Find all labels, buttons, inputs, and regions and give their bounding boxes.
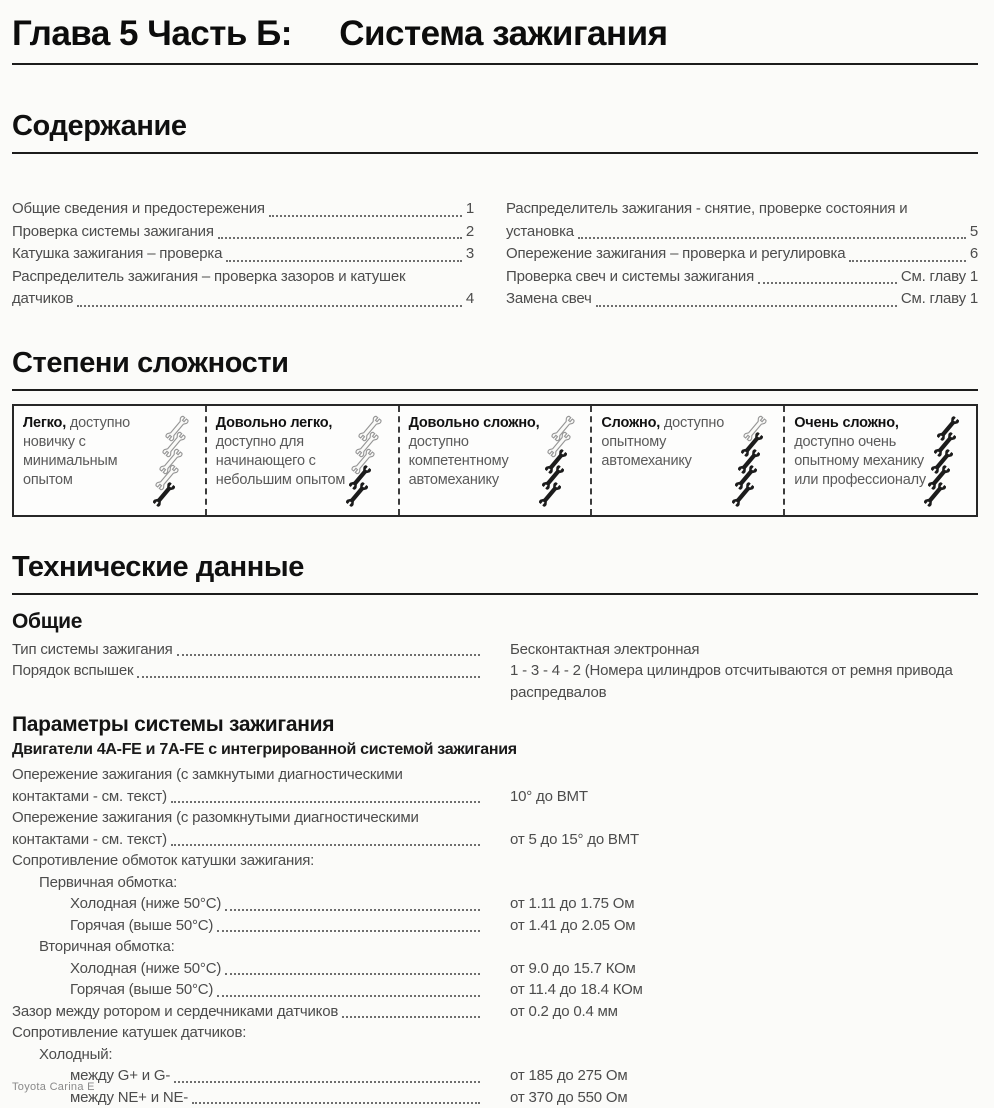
spec-row [12, 660, 978, 703]
spec-row [12, 1044, 978, 1066]
dot-leader [77, 305, 462, 307]
spec-row [12, 958, 978, 980]
spec-label: контактами - см. текст) [12, 829, 167, 851]
wrench-rating [926, 414, 973, 509]
spec-label: Тип системы зажигания [12, 639, 173, 661]
spec-left [12, 1044, 484, 1066]
spec-row [12, 1087, 978, 1108]
difficulty-heading: Степени сложности [12, 347, 978, 391]
difficulty-level-text [23, 414, 155, 509]
dot-leader [174, 1081, 480, 1083]
spec-left [12, 1022, 484, 1044]
title-rule [12, 63, 978, 65]
spec-label: между NE+ и NE- [12, 1087, 188, 1108]
difficulty-level-2 [205, 406, 398, 515]
difficulty-level-name: Легко, [23, 415, 70, 431]
toc-item-ref: 1 [466, 198, 474, 221]
spec-value: от 1.11 до 1.75 Ом [484, 893, 978, 915]
spec-value: от 5 до 15° до ВМТ [484, 829, 978, 851]
spec-left [12, 893, 484, 915]
difficulty-level-text [216, 414, 348, 509]
spec-left [12, 979, 484, 1001]
spec-value: от 185 до 275 Ом [484, 1065, 978, 1087]
dot-leader [342, 1016, 480, 1018]
spec-value: 1 - 3 - 4 - 2 (Номера цилиндров отсчитываются от ремня привода распредвалов [484, 660, 978, 703]
toc-item-ref: 2 [466, 221, 474, 244]
spec-value: от 11.4 до 18.4 КОм [484, 979, 978, 1001]
dot-leader [269, 215, 462, 217]
dot-leader [217, 995, 480, 997]
difficulty-level-name: Довольно легко, [216, 415, 332, 431]
spec-rows [12, 764, 978, 1108]
chapter-subject: Система зажигания [339, 14, 667, 53]
spec-label: Опережение зажигания (с разомкнутыми диагностическими [12, 807, 419, 829]
chapter-title: Глава 5 Часть Б: [12, 14, 292, 53]
spec-left [12, 764, 484, 786]
toc-item-label: установка [506, 221, 574, 244]
toc-item [12, 266, 474, 289]
spec-left [12, 872, 484, 894]
toc-item [12, 221, 474, 244]
dot-leader [177, 654, 480, 656]
toc-item-label: Проверка системы зажигания [12, 221, 214, 244]
difficulty-level-1 [14, 406, 205, 515]
difficulty-level-name: Сложно, [601, 415, 664, 431]
spec-row [12, 786, 978, 808]
spec-left [12, 639, 484, 661]
difficulty-level-name: Очень сложно, [794, 415, 899, 431]
dot-leader [226, 260, 462, 262]
difficulty-level-text [601, 414, 733, 509]
spec-left [12, 786, 484, 808]
difficulty-level-5 [783, 406, 976, 515]
difficulty-level-name: Довольно сложно, [409, 415, 540, 431]
dot-leader [218, 237, 462, 239]
dot-leader [225, 909, 480, 911]
spec-row [12, 639, 978, 661]
contents-column [12, 198, 474, 311]
spec-label: Сопротивление катушек датчиков: [12, 1022, 246, 1044]
spec-label: Холодная (ниже 50°C) [12, 893, 221, 915]
difficulty-level-desc: доступно новичку с минимальным опытом [23, 415, 130, 488]
spec-left [12, 660, 484, 682]
spec-label: контактами - см. текст) [12, 786, 167, 808]
spec-label: Вторичная обмотка: [12, 936, 175, 958]
spec-value: Бесконтактная электронная [484, 639, 978, 661]
spec-label: Порядок вспышек [12, 660, 133, 682]
dot-leader [171, 844, 480, 846]
wrench-rating [348, 414, 395, 509]
spec-row [12, 829, 978, 851]
spec-left [12, 936, 484, 958]
dot-leader [192, 1102, 480, 1104]
toc-item [506, 221, 978, 244]
spec-left [12, 958, 484, 980]
wrench-rating [733, 414, 780, 509]
engine-models-line: Двигатели 4A-FE и 7A-FE с интегрированной системой зажигания [12, 741, 978, 759]
difficulty-level-4 [590, 406, 783, 515]
spec-label: Сопротивление обмоток катушки зажигания: [12, 850, 314, 872]
spec-row [12, 1001, 978, 1023]
toc-item-ref: См. главу 1 [901, 266, 978, 289]
dot-leader [578, 237, 966, 239]
toc-item [12, 243, 474, 266]
spec-label: Горячая (выше 50°C) [12, 979, 213, 1001]
difficulty-level-text [794, 414, 926, 509]
spec-label: Холодный: [12, 1044, 112, 1066]
difficulty-scale [12, 404, 978, 517]
spec-label: Горячая (выше 50°C) [12, 915, 213, 937]
tech-data-body [12, 610, 978, 1108]
toc-item-label: Опережение зажигания – проверка и регулировка [506, 243, 845, 266]
toc-item [12, 198, 474, 221]
spec-row [12, 1022, 978, 1044]
tech-subheading: Общие [12, 610, 978, 634]
spec-row [12, 1065, 978, 1087]
toc-item [506, 288, 978, 311]
spec-row [12, 893, 978, 915]
toc-item-label: Замена свеч [506, 288, 592, 311]
dot-leader [217, 930, 480, 932]
spec-label: Зазор между ротором и сердечниками датчиков [12, 1001, 338, 1023]
toc-item-ref: 5 [970, 221, 978, 244]
dot-leader [137, 676, 480, 678]
spec-row [12, 850, 978, 872]
spec-value: от 370 до 550 Ом [484, 1087, 978, 1108]
spec-left [12, 807, 484, 829]
tech-subheading: Параметры системы зажигания [12, 713, 978, 737]
spec-row [12, 936, 978, 958]
toc-item-label: Катушка зажигания – проверка [12, 243, 222, 266]
tech-data-heading: Технические данные [12, 551, 978, 595]
difficulty-level-3 [398, 406, 591, 515]
contents-list [12, 198, 978, 311]
difficulty-level-desc: доступно для начинающего с небольшим опытом [216, 434, 345, 488]
dot-leader [849, 260, 965, 262]
toc-item-label: Общие сведения и предостережения [12, 198, 265, 221]
dot-leader [171, 801, 480, 803]
spec-row [12, 764, 978, 786]
toc-item [506, 243, 978, 266]
toc-item-ref: 6 [970, 243, 978, 266]
toc-item-ref: 3 [466, 243, 474, 266]
spec-row [12, 872, 978, 894]
page-footer: Toyota Carina E [12, 1081, 95, 1093]
spec-label: между G+ и G- [12, 1065, 170, 1087]
spec-left [12, 829, 484, 851]
difficulty-level-text [409, 414, 541, 509]
spec-value: от 0.2 до 0.4 мм [484, 1001, 978, 1023]
wrench-rating [541, 414, 588, 509]
toc-item [506, 198, 978, 221]
spec-row [12, 915, 978, 937]
spec-label: Холодная (ниже 50°C) [12, 958, 221, 980]
toc-item [12, 288, 474, 311]
spec-row [12, 979, 978, 1001]
difficulty-level-desc: доступно очень опытному механику или профессионалу [794, 434, 926, 488]
toc-item-label: Проверка свеч и системы зажигания [506, 266, 754, 289]
difficulty-level-desc: доступно компетентному автомеханику [409, 434, 509, 488]
spec-rows [12, 639, 978, 704]
spec-value: от 9.0 до 15.7 КОм [484, 958, 978, 980]
spec-row [12, 807, 978, 829]
toc-item-ref: 4 [466, 288, 474, 311]
contents-heading: Содержание [12, 110, 978, 154]
wrench-rating [155, 414, 202, 509]
spec-value: 10° до ВМТ [484, 786, 978, 808]
page-title [12, 14, 978, 54]
spec-left [12, 915, 484, 937]
dot-leader [758, 282, 897, 284]
toc-item-label: датчиков [12, 288, 73, 311]
spec-value: от 1.41 до 2.05 Ом [484, 915, 978, 937]
toc-item-label: Распределитель зажигания - снятие, проверке состояния и [506, 198, 907, 221]
spec-left [12, 850, 484, 872]
toc-item-ref: См. главу 1 [901, 288, 978, 311]
difficulty-level-desc: доступно опытному автомеханику [601, 415, 724, 469]
toc-item [506, 266, 978, 289]
dot-leader [225, 973, 480, 975]
dot-leader [596, 305, 897, 307]
toc-item-label: Распределитель зажигания – проверка зазоров и катушек [12, 266, 405, 289]
contents-column [506, 198, 978, 311]
spec-label: Опережение зажигания (с замкнутыми диагностическими [12, 764, 403, 786]
spec-label: Первичная обмотка: [12, 872, 177, 894]
spec-left [12, 1001, 484, 1023]
